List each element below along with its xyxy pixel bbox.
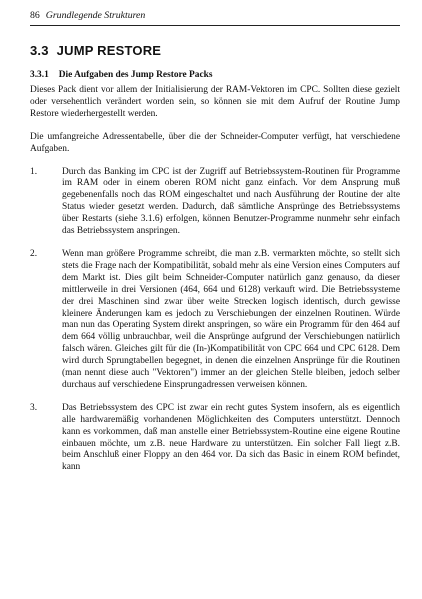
running-head	[30, 10, 400, 26]
list-item-number: 3.	[30, 402, 38, 413]
task-list	[30, 167, 400, 475]
list-item-text: Wenn man größere Programme schreibt, die man z.B. vermarkten möchte, so stellt sich stets die Frage nach der Kompatibilität, sobald mehr als eine Version eines Computers auf dem Markt ist. Dies gilt beim Schneider-Computer natürlich ganz genauso, da dieser mittlerweile in drei Versionen (464, 664 und 6128) verkauft wird. Die Betriebssysteme der drei Maschinen sind zwar über weite Strecken logisch identisch, durch gewisse kleinere Änderungen kam es jedoch zu Verschiebungen der einzelnen Routinen. Würde man nun das Operating System direkt anspringen, so wäre ein Programm für den 464 auf dem 664 völlig unbrauchbar, weil die Ansprünge aufgrund der Verschiebungen natürlich falsch wären. Gleiches gilt für die (In-)Kompatibilität von CPC 664 und CPC 6128. Dem wird durch Sprungtabellen begegnet, in denen die einzelnen Ansprünge für die Routinen (man nennt diese auch "Vektoren") immer an der gleichen Stelle bleiben, jedoch selber durchaus auf verschiedene Einsprungadressen verweisen können.	[62, 248, 400, 390]
intro-paragraph: Dieses Pack dient vor allem der Initialisierung der RAM-Vektoren im CPC. Sollten diese gezielt oder versehentlich verändert worden sein, so können sie mit dem Aufruf der Routine Jump Restore wiederhergestellt werden.	[30, 85, 400, 119]
chapter-number: 3.3	[30, 43, 49, 58]
address-table-paragraph: Die umfangreiche Adressentabelle, über die der Schneider-Computer verfügt, hat verschiedene Aufgaben.	[30, 131, 400, 154]
list-item-number: 2.	[30, 248, 38, 259]
running-head-title: Grundlegende Strukturen	[45, 10, 146, 21]
page-number: 86	[30, 10, 40, 21]
list-item	[30, 167, 400, 238]
chapter-heading	[30, 43, 400, 59]
list-item	[30, 249, 400, 392]
list-item-text: Durch das Banking im CPC ist der Zugriff auf Betriebssystem-Routinen für Programme im RAM oder in einem oberen ROM nicht ganz einfach. Vor dem Ansprung muß gegebenenfalls noch das ROM eingeschaltet und nach Ausführung der Routine der alte Status wieder gesetzt werden. Dadurch, daß sämtliche Ansprünge des Betriebssystems über Restarts (siehe 3.1.6) erfolgen, können Benutzer-Programme nunmehr sehr einfach das Betriebssystem anspringen.	[62, 166, 400, 237]
section-heading	[30, 69, 400, 81]
list-item-text: Das Betriebssystem des CPC ist zwar ein recht gutes System insofern, als es eigentlich alle hardwaremäßig vorhandenen Möglichkeiten des Computers unterstützt. Dennoch kann es vorkommen, daß man anstelle einer Betriebssystem-Routine eine eigene Routine einbauen möchte, um z.B. neue Hardware zu unterstützen. Ein solcher Fall liegt z.B. beim Anschluß einer Floppy an den 464 vor. Da sich das Basic in einem ROM befindet, kann	[62, 402, 400, 473]
section-title: Die Aufgaben des Jump Restore Packs	[58, 70, 213, 80]
book-page	[30, 10, 400, 485]
list-item	[30, 403, 400, 474]
list-item-number: 1.	[30, 166, 38, 177]
chapter-title: JUMP RESTORE	[56, 43, 162, 58]
section-number: 3.3.1	[30, 70, 49, 80]
